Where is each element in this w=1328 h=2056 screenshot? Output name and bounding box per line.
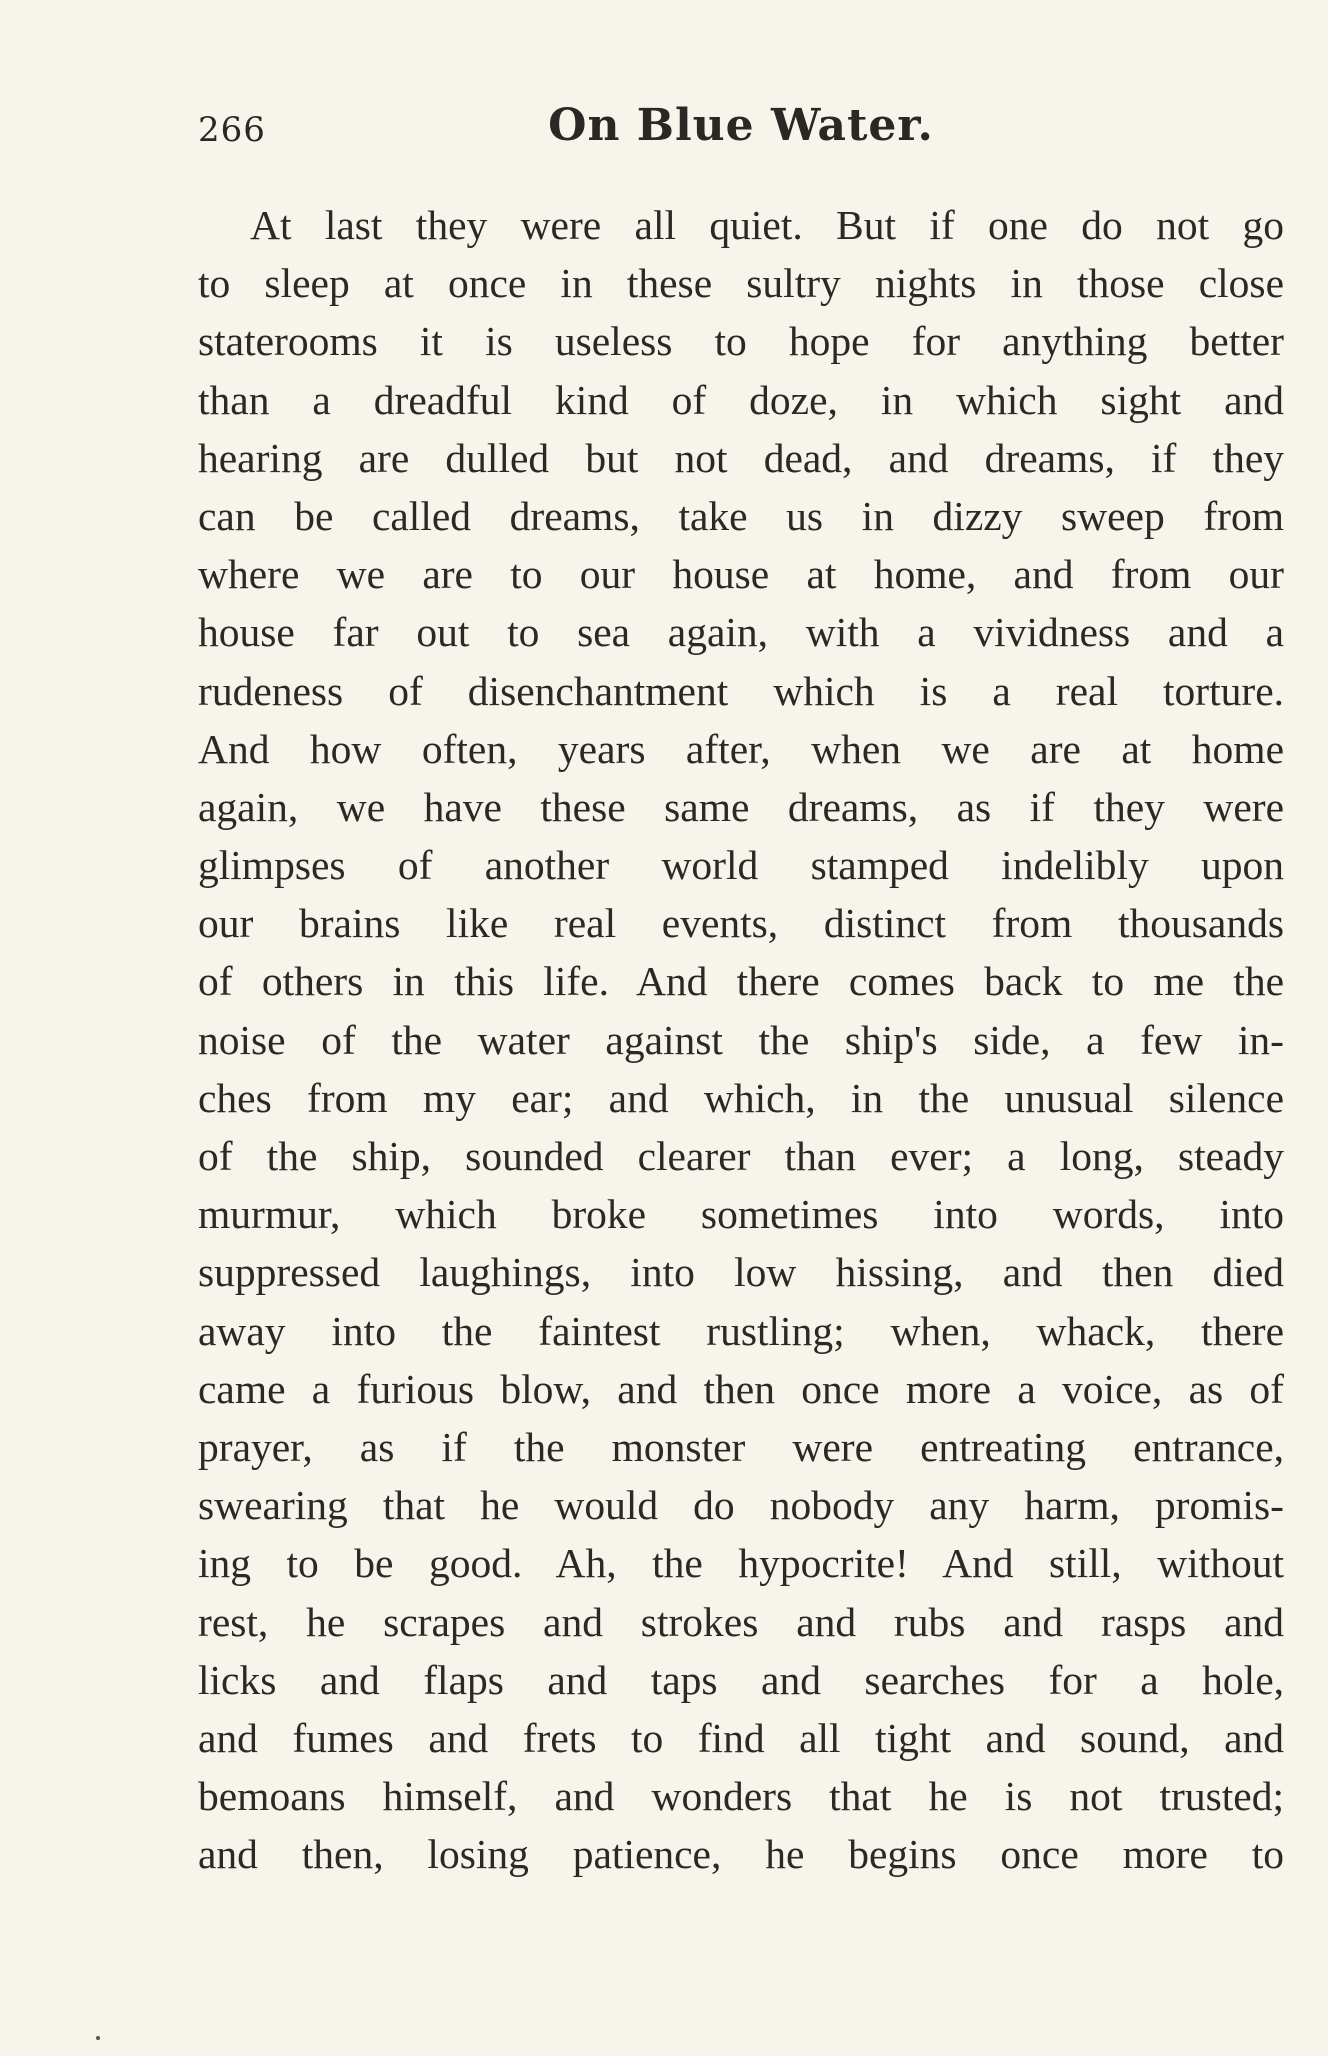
text-line: At last they were all quiet. But if one do not go	[250, 202, 1284, 248]
text-line: again, we have these same dreams, as if they were	[198, 783, 1284, 830]
text-line: can be called dreams, take us in dizzy sweep from	[198, 492, 1284, 539]
text-line: noise of the water against the ship's side, a few in-	[198, 1016, 1284, 1063]
text-line: our brains like real events, distinct from thousands	[198, 900, 1284, 947]
text-line: hearing are dulled but not dead, and dreams, if they	[198, 434, 1284, 481]
page-number: 266	[198, 110, 266, 150]
running-title: On Blue Water.	[548, 100, 934, 151]
text-line: came a furious blow, and then once more a voice, as of	[198, 1365, 1284, 1412]
text-line: of the ship, sounded clearer than ever; a long, steady	[198, 1133, 1284, 1179]
text-line: rest, he scrapes and strokes and rubs and rasps and	[198, 1598, 1284, 1645]
body-text	[198, 196, 1284, 1883]
text-line: murmur, which broke sometimes into words, into	[198, 1191, 1284, 1238]
text-line: suppressed laughings, into low hissing, and then died	[198, 1249, 1284, 1296]
text-line: to sleep at once in these sultry nights in those close	[198, 260, 1284, 307]
text-line: where we are to our house at home, and from our	[198, 551, 1284, 598]
text-line: house far out to sea again, with a vividness and a	[198, 609, 1284, 656]
text-line: swearing that he would do nobody any harm, promis-	[198, 1482, 1284, 1529]
text-line: ches from my ear; and which, in the unusual silence	[198, 1074, 1284, 1121]
running-head	[198, 100, 1284, 160]
text-line: of others in this life. And there comes back to me the	[198, 958, 1284, 1005]
text-line: staterooms it is useless to hope for anything better	[198, 318, 1284, 365]
paper-speck	[96, 2036, 100, 2040]
text-line: And how often, years after, when we are at home	[198, 725, 1284, 772]
text-line: away into the faintest rustling; when, whack, there	[198, 1307, 1284, 1354]
text-line: and fumes and frets to find all tight and sound, and	[198, 1714, 1284, 1761]
text-line: licks and flaps and taps and searches for a hole,	[198, 1656, 1284, 1703]
text-line: glimpses of another world stamped indelibly upon	[198, 842, 1284, 889]
text-line: ing to be good. Ah, the hypocrite! And still, without	[198, 1540, 1284, 1587]
text-line: than a dreadful kind of doze, in which sight and	[198, 376, 1284, 423]
text-line: prayer, as if the monster were entreating entrance,	[198, 1423, 1284, 1470]
text-line: rudeness of disenchantment which is a real torture.	[198, 667, 1284, 714]
text-line: bemoans himself, and wonders that he is not trusted;	[198, 1773, 1284, 1820]
text-line: and then, losing patience, he begins once more to	[198, 1831, 1284, 1878]
